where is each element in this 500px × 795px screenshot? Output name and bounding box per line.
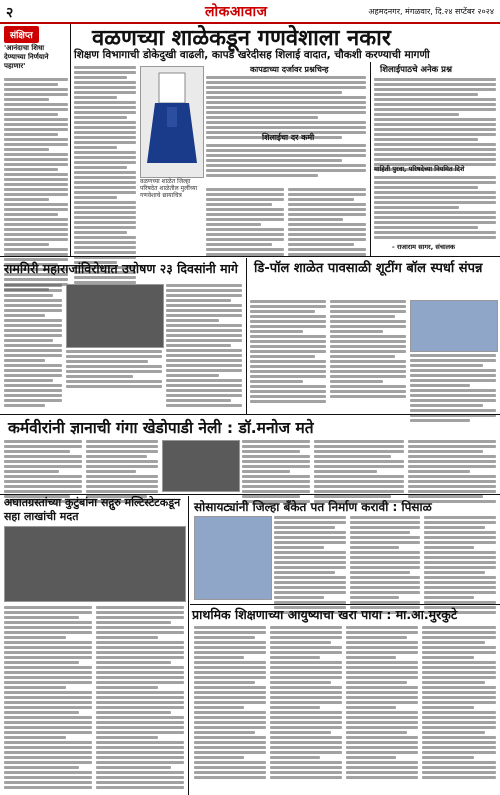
page-number: २ [6,5,14,21]
main-subhead: शिक्षण विभागाची डोकेदुखी वाढली, कापड खरेदीसह शिलाई वादात, चौकशी करण्याची मागणी [74,49,430,61]
uniform-photo [140,66,204,178]
dipaul-col3 [410,354,496,422]
uniform-caption: वळणच्या शाळेत जिल्हा परिषदेत शाळेतील मुलींच्या गणवेशाचे छायाचित्र [140,178,198,199]
murkute-col1 [194,626,266,779]
middle-lower-text [206,188,284,256]
murkute-col3 [346,626,418,779]
middle-box-body [206,76,366,139]
right-byline: - राजाराम सागर, संचालक [392,243,456,251]
karmaveer-photo [162,440,240,492]
dipaul-col1 [250,300,326,403]
masthead: लोकआवाज [205,4,268,20]
headline-upos: रामगिरी महाराजांविरोधात उपोषण २३ दिवसांनी मागे [4,261,238,276]
upos-photo [66,284,164,348]
upos-col3 [166,284,242,407]
sadguru-col2 [96,606,184,789]
society-photo [194,516,272,600]
dateline: अहमदनगर, मंगळवार, दि.२४ सप्टेंबर २०२४ [368,7,494,16]
headline-karmaveer: कर्मवीरांनी ज्ञानाची गंगा खेडोपाडी नेली : डॉ.मनोज मते [8,419,314,437]
middle-lower-text-2 [288,188,366,256]
sadguru-photo [4,526,186,602]
main-headline: वळणच्या शाळेकडून गणवेशाला नकार [92,26,391,51]
society-col3 [424,516,496,614]
right-note: माहिती पुरवा, परिषदेच्या नियमित दिशे [374,165,465,173]
page-header [0,0,500,24]
sadguru-col1 [4,606,92,789]
headline-sadguru: अघातग्रस्तांच्या कुटुंबांना सद्गुरु मल्टिस्टेटकडून सहा लाखांची मदत [4,496,181,523]
upos-col1 [4,284,62,407]
dipaul-col2 [330,300,406,398]
murkute-col4 [422,626,496,779]
middle-box-body-2 [206,144,366,177]
society-col2 [350,516,420,614]
right-box-body [374,78,496,171]
upos-col2 [66,350,162,388]
dipaul-photo [410,300,498,352]
headline-society: सोसायट्यांनी जिल्हा बँकेत पत निर्माण करावी : पिसाळ [194,500,432,514]
society-col1 [274,516,346,614]
murkute-col2 [270,626,342,779]
middle-box-head-2: शिलाईचा दर कमी [262,133,315,142]
right-box-head: शिलाईपाठचे अनेक प्रश्न [380,65,452,75]
headline-murkute: प्राथमिक शिक्षणाच्या आयुष्याचा खरा पाया : मा.आ.मुरकुटे [192,607,458,622]
right-box-body-2 [374,176,496,239]
section-tag: संक्षिप्त [4,26,39,43]
brief-headline: 'आनंदाचा शिधा देण्याच्या निर्णयाने पहाणार' [4,44,49,70]
middle-box-head: कापडाच्या दर्जावर प्रश्नचिन्ह [250,65,329,74]
headline-dipaul: डि-पॉल शाळेत पावसाळी शूटींग बॉल स्पर्धा संपन्न [254,261,483,276]
